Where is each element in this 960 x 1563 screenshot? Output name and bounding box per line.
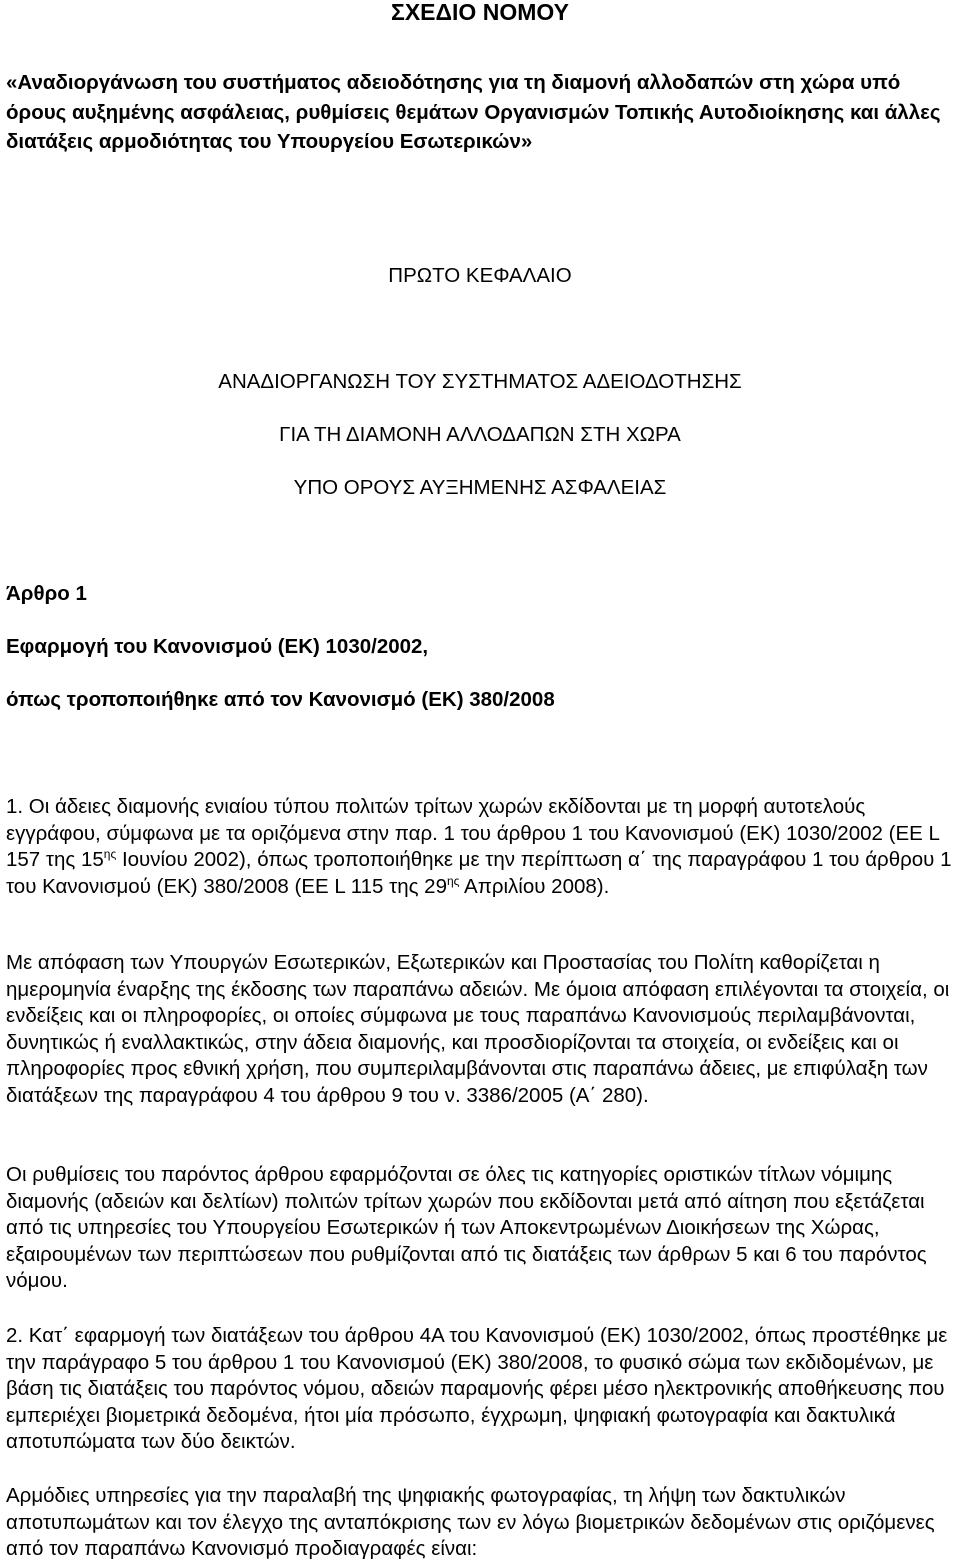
- paragraph-3: Οι ρυθμίσεις του παρόντος άρθρου εφαρμόζονται σε όλες τις κατηγορίες οριστικών τίτλων νόμιμης διαμονής (αδειών και δελτίων) πολιτών τρίτων χωρών που εκδίδονται μετά από αίτηση που εξετάζεται από τις υπηρεσίες του Υπουργείου Εσωτερικών ή των Αποκεντρωμένων Διοικήσεων της Χώρας, εξαιρουμένων των περιπτώσεων που ρυθμίζονται από τις διατάξεις των άρθρων 5 και 6 του παρόντος νόμου.: [6, 1163, 927, 1292]
- chapter-heading-line-1: ΑΝΑΔΙΟΡΓΑΝΩΣΗ ΤΟΥ ΣΥΣΤΗΜΑΤΟΣ ΑΔΕΙΟΔΟΤΗΣΗΣ: [218, 370, 742, 393]
- article-label: Άρθρο 1: [6, 582, 87, 605]
- bill-title: «Αναδιοργάνωση του συστήματος αδειοδότησης για τη διαμονή αλλοδαπών στη χώρα υπό όρους αυξημένης ασφάλειας, ρυθμίσεις θεμάτων Οργανισμών Τοπικής Αυτοδιοίκησης και άλλες διατάξεις αρμοδιότητας του Υπουργείου Εσωτερικών»: [6, 71, 941, 153]
- document-type-label: ΣΧΕΔΙΟ ΝΟΜΟΥ: [391, 0, 569, 25]
- paragraph-4: 2. Κατ΄ εφαρμογή των διατάξεων του άρθρου 4Α του Κανονισμού (ΕΚ) 1030/2002, όπως προστέθηκε με την παράγραφο 5 του άρθρου 1 του Κανονισμού (ΕΚ) 380/2008, το φυσικό σώμα των εκδιδομένων, με βάση τις διατάξεις του παρόντος νόμου, αδειών παραμονής φέρει μέσο ηλεκτρονικής αποθήκευσης που εμπεριέχει βιομετρικά δεδομένα, ήτοι μία πρόσωπο, έγχρωμη, ψηφιακή φωτογραφία και δακτυλικά αποτυπώματα των δύο δεικτών.: [6, 1324, 948, 1453]
- paragraph-1-text-a: 1. Οι άδειες διαμονής ενιαίου τύπου πολιτών τρίτων χωρών εκδίδονται με τη μορφή αυτοτελούς εγγράφου, σύμφωνα με τα οριζόμενα στην παρ. 1 του άρθρου 1 του Κανονισμού (ΕΚ) 1030/2002 (ΕΕ L 157 της 15: [6, 795, 940, 871]
- paragraph-2: Με απόφαση των Υπουργών Εσωτερικών, Εξωτερικών και Προστασίας του Πολίτη καθορίζεται η ημερομηνία έναρξης της έκδοσης των παραπάνω αδειών. Με όμοια απόφαση επιλέγονται τα στοιχεία, οι ενδείξεις και οι πληροφορίες, οι οποίες σύμφωνα με τους παραπάνω Κανονισμούς περιλαμβάνονται, δυνητικώς ή εναλλακτικώς, στην άδεια διαμονής, και προσδιορίζονται τα στοιχεία, οι ενδείξεις και οι πληροφορίες προς εθνική χρήση, που συμπεριλαμβάνονται στις παραπάνω άδειες, με επιφύλαξη των διατάξεων της παραγράφου 4 του άρθρου 9 του ν. 3386/2005 (Α΄ 280).: [6, 951, 950, 1107]
- chapter-heading-line-2: ΓΙΑ ΤΗ ΔΙΑΜΟΝΗ ΑΛΛΟΔΑΠΩΝ ΣΤΗ ΧΩΡΑ: [279, 423, 681, 446]
- article-heading-line-2: όπως τροποποιήθηκε από τον Κανονισμό (ΕΚ) 380/2008: [6, 688, 555, 711]
- superscript-ordinal: ης: [446, 873, 460, 888]
- paragraph-1-text-b: Ιουνίου 2002), όπως τροποποιήθηκε με την περίπτωση α΄ της παραγράφου 1 του άρθρου 1 του Κανονισμού (ΕΚ) 380/2008 (ΕΕ L 115 της 29: [6, 848, 952, 898]
- chapter-number: ΠΡΩΤΟ ΚΕΦΑΛΑΙΟ: [388, 264, 572, 287]
- paragraph-5: Αρμόδιες υπηρεσίες για την παραλαβή της ψηφιακής φωτογραφίας, τη λήψη των δακτυλικών αποτυπωμάτων και τον έλεγχο της ανταπόκρισης των εν λόγω βιομετρικών δεδομένων στις οριζόμενες από τον παραπάνω Κανονισμό προδιαγραφές είναι:: [6, 1484, 935, 1560]
- chapter-heading-line-3: ΥΠΟ ΟΡΟΥΣ ΑΥΞΗΜΕΝΗΣ ΑΣΦΑΛΕΙΑΣ: [293, 476, 667, 499]
- paragraph-1-text-c: Απριλίου 2008).: [459, 874, 610, 898]
- article-heading-line-1: Εφαρμογή του Κανονισμού (ΕΚ) 1030/2002,: [6, 635, 429, 658]
- paragraph-1: [6, 794, 954, 900]
- superscript-ordinal: ης: [103, 847, 117, 861]
